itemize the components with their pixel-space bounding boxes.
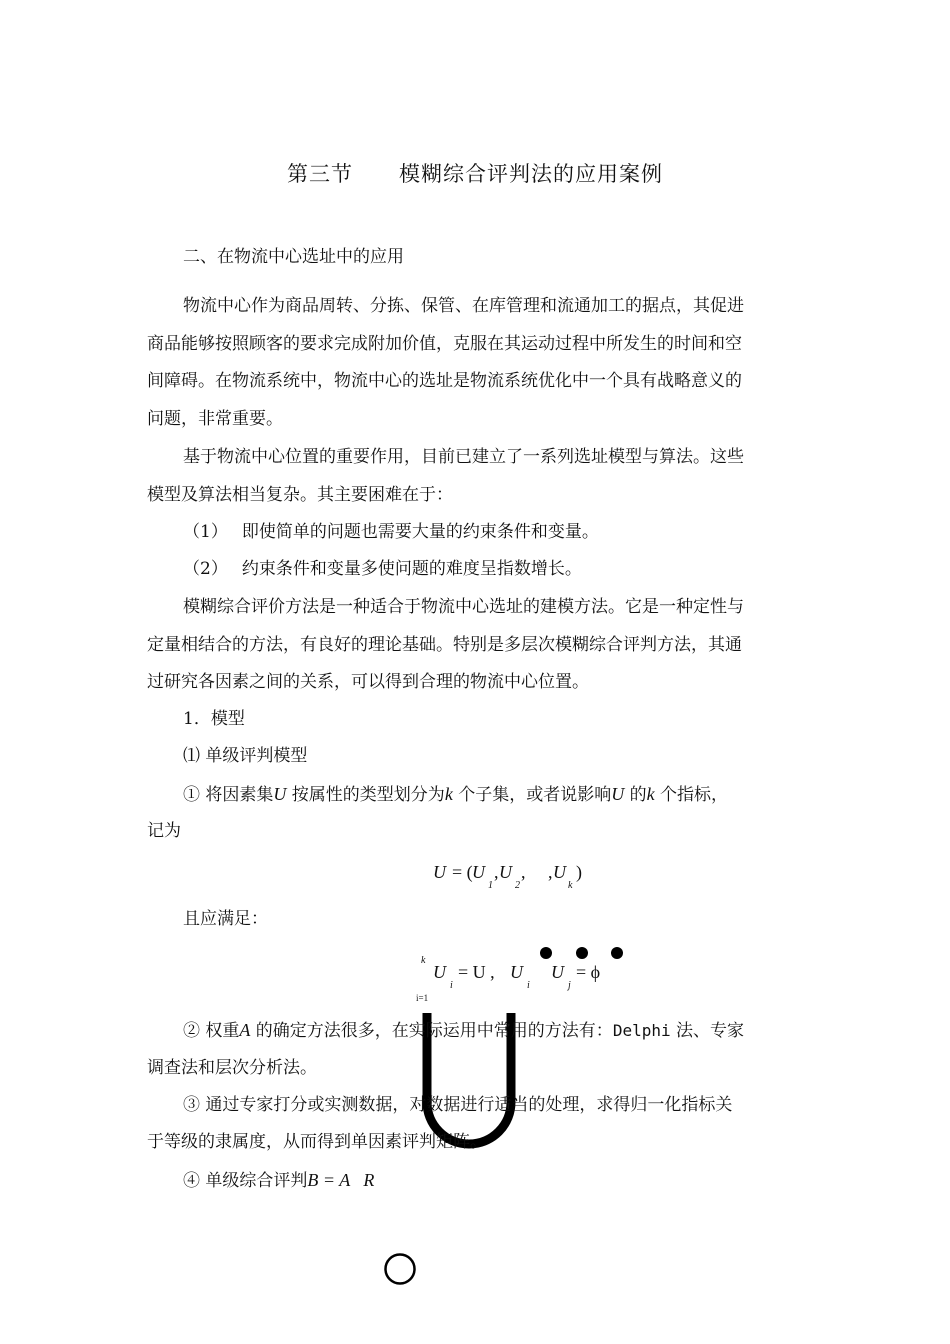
list-item-1-text: 即使简单的问题也需要大量的约束条件和变量。 (241, 522, 599, 542)
model-heading: 1．模型 (183, 709, 245, 729)
title-text: 模糊综合评判法的应用案例 (399, 162, 663, 186)
para1-line2: 商品能够按照顾客的要求完成附加价值，克服在其运动过程中所发生的时间和空 (147, 334, 742, 354)
para1-line1: 物流中心作为商品周转、分拣、保管、在库管理和流通加工的据点，其促进 (183, 296, 744, 316)
para1-line4: 问题，非常重要。 (147, 409, 283, 429)
para3-line3: 过研究各因素之间的关系，可以得到合理的物流中心位置。 (147, 672, 589, 692)
step2-line1: ② 权重A 的确定方法很多，在实际运用中常用的方法有：Delphi 法、专家 (183, 1020, 745, 1041)
list-item-2-text: 约束条件和变量多使问题的难度呈指数增长。 (241, 559, 582, 579)
step1-line1: ① 将因素集U 按属性的类型划分为k 个子集，或者说影响U 的k 个指标， (183, 784, 729, 805)
sub-heading: ⑴ 单级评判模型 (183, 746, 308, 766)
dot-glyph (576, 947, 588, 959)
title-section-number: 第三节 (287, 162, 353, 186)
list-item-1-number: （1） (183, 522, 228, 542)
para1-line3: 间障碍。在物流系统中，物流中心的选址是物流系统优化中一个具有战略意义的 (147, 371, 742, 391)
dot-glyph (611, 947, 623, 959)
step3-line1: ③ 通过专家打分或实测数据，对数据进行适当的处理，求得归一化指标关 (183, 1095, 733, 1115)
step2-line2: 调查法和层次分析法。 (147, 1058, 317, 1078)
composition-operator-glyph (386, 1255, 415, 1284)
step4-line: ④ 单级综合评判B = A R (183, 1170, 375, 1191)
para2-line1: 基于物流中心位置的重要作用，目前已建立了一系列选址模型与算法。这些 (183, 447, 744, 467)
step3-line2: 于等级的隶属度，从而得到单因素评判矩阵。 (147, 1132, 487, 1152)
dot-glyph (540, 947, 552, 959)
section-heading: 二、在物流中心选址中的应用 (183, 247, 404, 267)
para3-line1: 模糊综合评价方法是一种适合于物流中心选址的建模方法。它是一种定性与 (183, 597, 744, 617)
para3-line2: 定量相结合的方法，有良好的理论基础。特别是多层次模糊综合评判方法，其通 (147, 635, 742, 655)
list-item-2-number: （2） (183, 559, 228, 579)
step1-line2: 记为 (147, 821, 181, 841)
para2-line2: 模型及算法相当复杂。其主要困难在于： (147, 485, 453, 505)
satisfy-text: 且应满足： (183, 909, 268, 929)
document-page: 第三节 模糊综合评判法的应用案例 二、在物流中心选址中的应用 物流中心作为商品周转、分拣、保管、在库管理和流通加工的据点，其促进 商品能够按照顾客的要求完成附加价值，克服在其运动过程中所发生的时间和空 间障碍。在物流系统中，物流中心的选址是物流系统优化中一个具有战略意义的 问题，非常重要。 基于物流中心位置的重要作用，目前已建立了一系列选址模型与算法。这些 模型及算法相当复杂。其主要困难在于： （1） 即使简单的问题也需要大量的约束条件和变量。 （2） 约束条件和变量多使问题的难度呈指数增长。 模糊综合评价方法是一种适合于物流中心选址的建模方法。它是一种定性与 定量相结合的方法，有良好的理论基础。特别是多层次模糊综合评判方法，其通 过研究各因素之间的关系，可以得到合理的物流中心位置。 1．模型 ⑴ 单级评判模型 ① 将因素集U 按属性的类型划分为k 个子集，或者说影响U 的k 个指标， 记为 U = ( U 1 , U 2 , , U k ) 且应满足： k U i = U , U i U j = ϕ i=1 ② 权重A 的确定方法很多，在实际运用中常用的方法有：Delphi 法、专家 调查法和层次分析法。 ③ 通过专家打分或实测数据，对数据进行适当的处理，求得归一化指标关 于等级的隶属度，从而得到单因素评判矩阵。 ④ 单级综合评判B = A R (0, 0, 950, 1344)
